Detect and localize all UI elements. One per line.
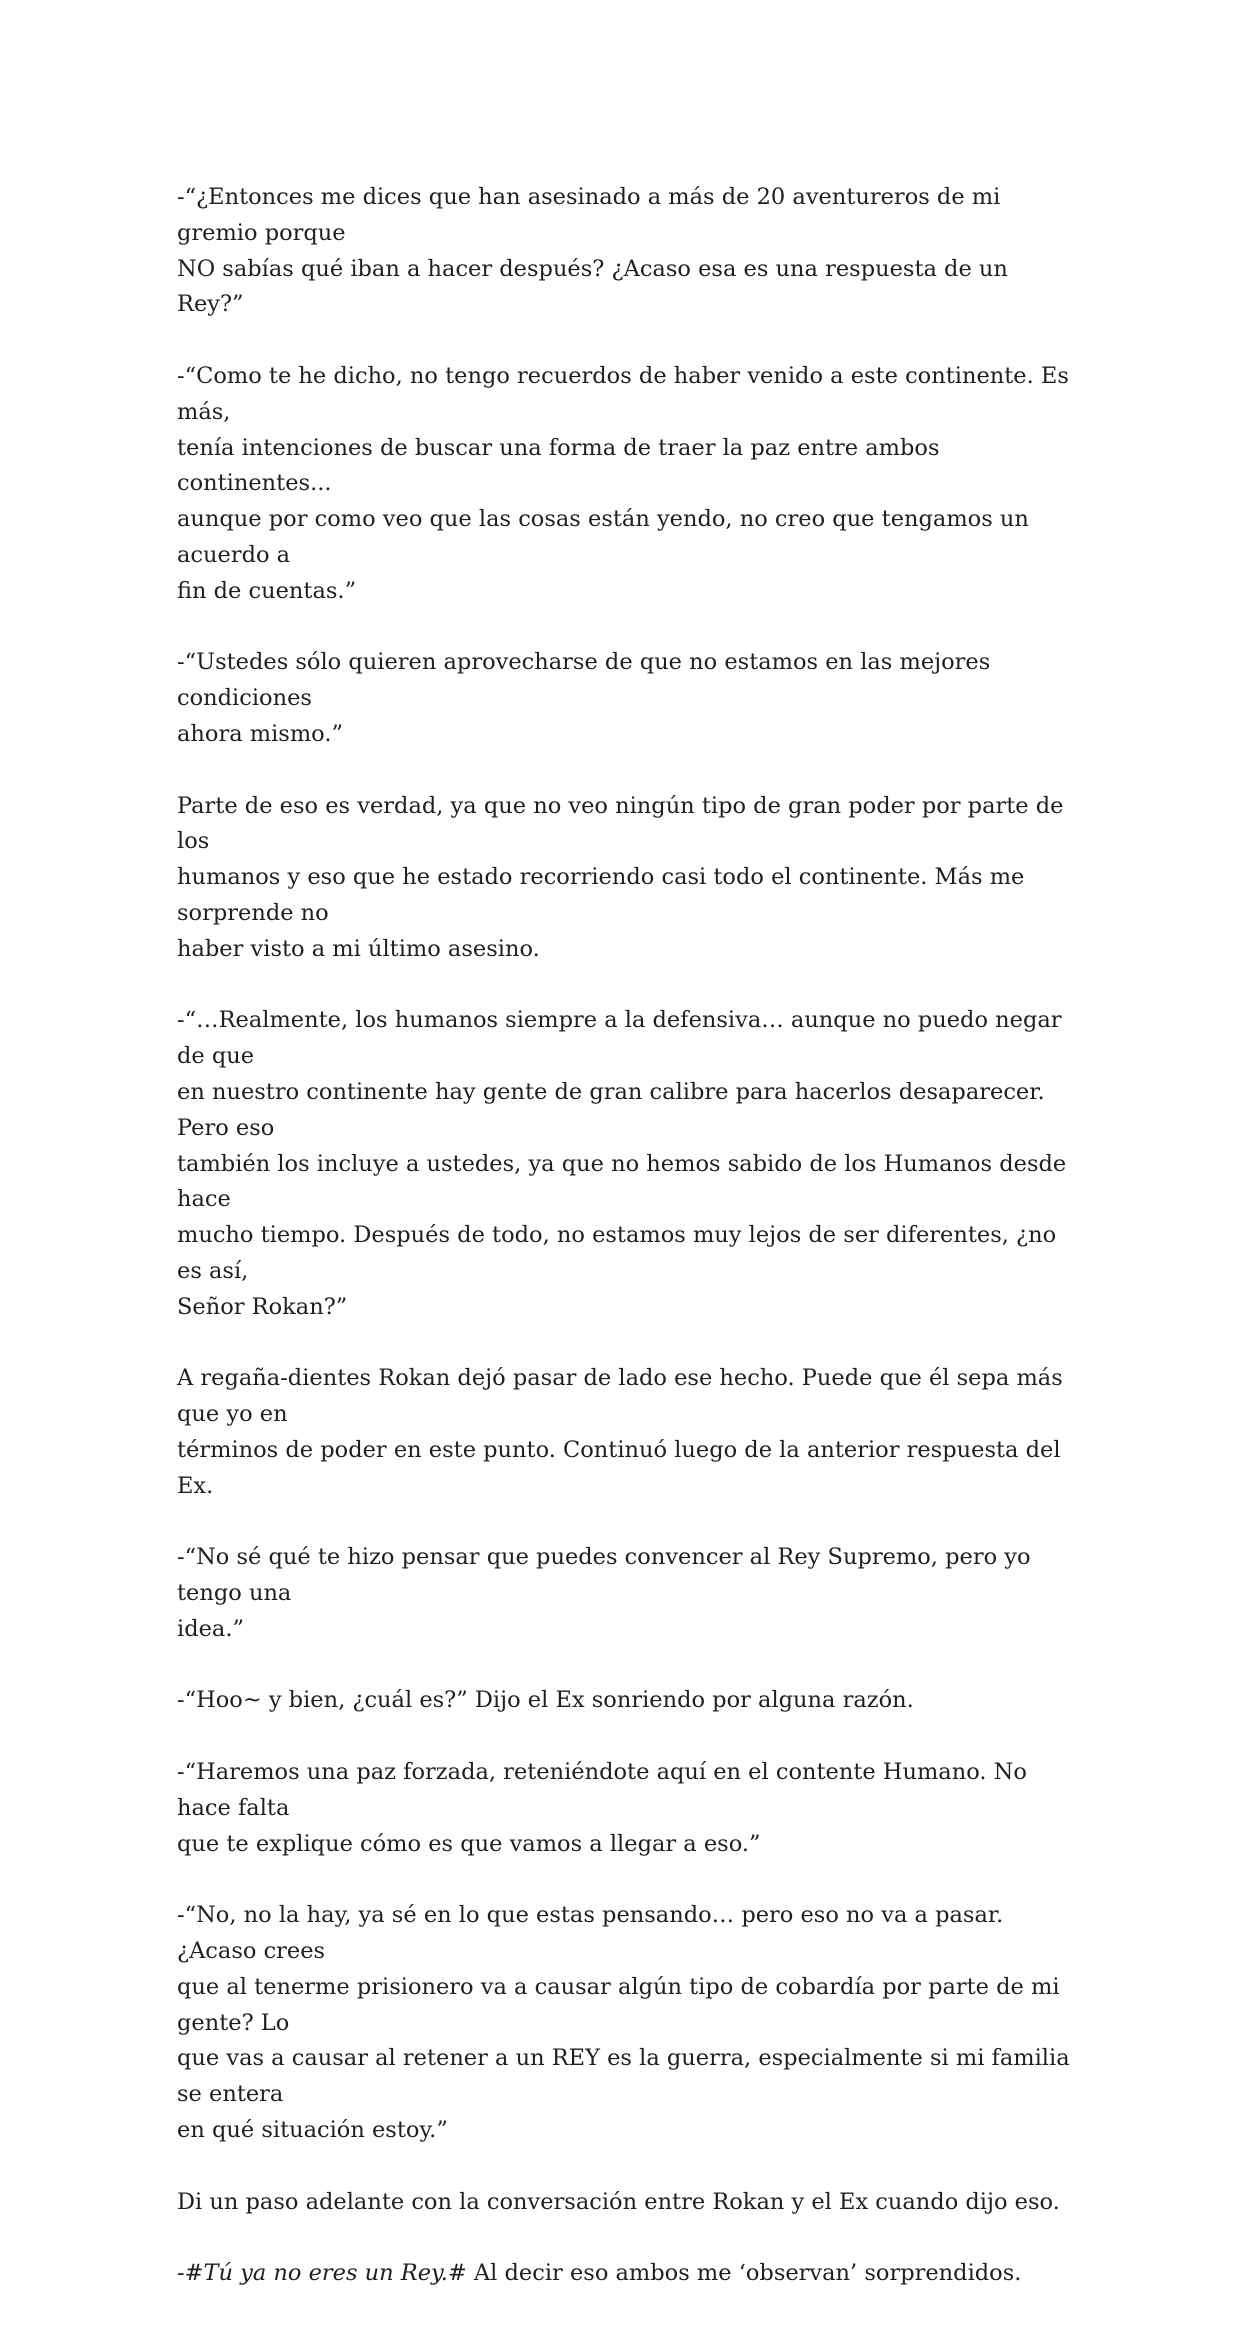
- paragraph-12-final: [177, 2256, 1077, 2292]
- paragraph-6: A regaña-dientes Rokan dejó pasar de lado ese hecho. Puede que él sepa más que yo en términos de poder en este punto. Continuó luego de la anterior respuesta del Ex.: [177, 1365, 1063, 1499]
- paragraph-11: Di un paso adelante con la conversación entre Rokan y el Ex cuando dijo eso.: [177, 2188, 1060, 2215]
- paragraph-1: -“¿Entonces me dices que han asesinado a más de 20 aventureros de mi gremio porque NO sabías qué iban a hacer después? ¿Acaso esa es una respuesta de un Rey?”: [177, 184, 1008, 318]
- final-sentence: Al decir eso ambos me ‘observan’ sorprendidos.: [466, 2260, 1022, 2287]
- paragraph-4: Parte de eso es verdad, ya que no veo ningún tipo de gran poder por parte de los humanos y eso que he estado recorriendo casi todo el continente. Más me sorprende no haber visto a mi último asesino.: [177, 792, 1064, 962]
- paragraph-9: -“Haremos una paz forzada, reteniéndote aquí en el contente Humano. No hace falta que te explique cómo es que vamos a llegar a eso.”: [177, 1759, 1027, 1857]
- paragraph-3: -“Ustedes sólo quieren aprovecharse de que no estamos en las mejores condiciones ahora mismo.”: [177, 649, 991, 747]
- paragraph-8: -“Hoo~ y bien, ¿cuál es?” Dijo el Ex sonriendo por alguna razón.: [177, 1687, 914, 1714]
- paragraph-2: -“Como te he dicho, no tengo recuerdos de haber venido a este continente. Es más, tenía intenciones de buscar una forma de traer la paz entre ambos continentes... aunque por como veo que las cosas están yendo, no creo que tengamos un acuerdo a fin de cuentas.”: [177, 362, 1069, 604]
- thought-speech-italic: -#Tú ya no eres un Rey.#: [177, 2260, 467, 2287]
- paragraph-10: -“No, no la hay, ya sé en lo que estas pensando… pero eso no va a pasar. ¿Acaso crees que al tenerme prisionero va a causar algún tipo de cobardía por parte de mi gente? Lo que vas a causar al retener a un REY es la guerra, especialmente si mi familia se entera en qué situación estoy.”: [177, 1902, 1070, 2144]
- paragraph-5: -“…Realmente, los humanos siempre a la defensiva… aunque no puedo negar de que en nuestro continente hay gente de gran calibre para hacerlos desaparecer. Pero eso también los incluye a ustedes, ya que no hemos sabido de los Humanos desde hace mucho tiempo. Después de todo, no estamos muy lejos de ser diferentes, ¿no es así, Señor Rokan?”: [177, 1007, 1067, 1320]
- body-text: [177, 180, 1077, 2328]
- paragraph-7: -“No sé qué te hizo pensar que puedes convencer al Rey Supremo, pero yo tengo una idea.”: [177, 1544, 1031, 1642]
